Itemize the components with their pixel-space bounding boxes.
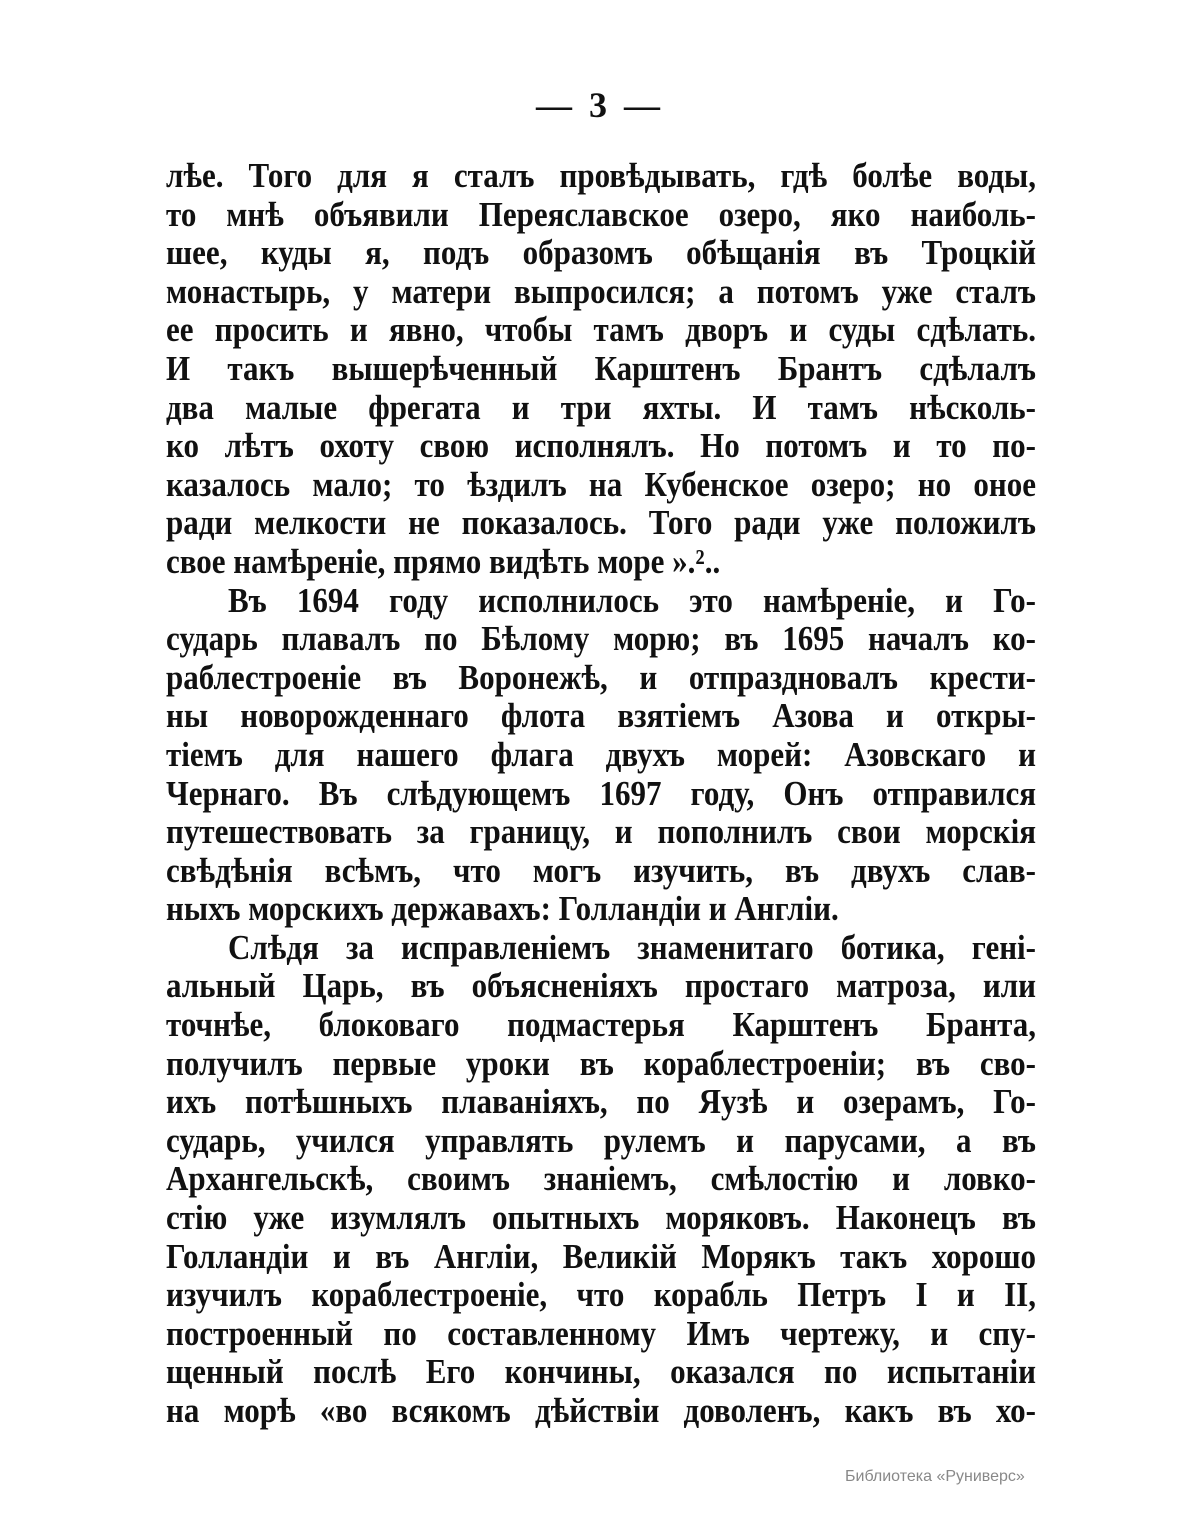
text-line: ко лѣтъ охоту свою исполнялъ. Но потомъ и то по-: [166, 425, 1036, 466]
text-line: изучилъ кораблестроеніе, что корабль Петръ I и II,: [166, 1275, 1036, 1315]
text-line: на морѣ «во всякомъ дѣйствіи доволенъ, какъ въ хо-: [166, 1390, 1036, 1431]
text-line: построенный по составленному Имъ чертежу, и спу-: [166, 1313, 1036, 1353]
library-watermark: Библиотека «Руниверс»: [845, 1468, 1025, 1485]
text-line: шее, куды я, подъ образомъ обѣщанія въ Троцкій: [166, 232, 1036, 273]
text-line: сударь, учился управлять рулемъ и парусами, а въ: [166, 1120, 1036, 1160]
text-line: стію уже изумлялъ опытныхъ моряковъ. Наконецъ въ: [166, 1197, 1036, 1238]
text-line: получилъ первые уроки въ кораблестроеніи; въ сво-: [166, 1043, 1036, 1083]
text-line: Слѣдя за исправленіемъ знаменитаго ботика, гені-: [228, 927, 1036, 967]
text-line: ее просить и явно, чтобы тамъ дворъ и суды сдѣлать.: [166, 310, 1036, 350]
text-line: Голландіи и въ Англіи, Великій Морякъ такъ хорошо: [166, 1236, 1036, 1276]
paragraph: [166, 929, 1036, 1431]
text-line: лѣе. Того для я сталъ провѣдывать, гдѣ болѣе воды,: [166, 155, 1036, 196]
text-line: Архангельскѣ, своимъ знаніемъ, смѣлостію и ловко-: [166, 1159, 1036, 1199]
text-line: монастырь, у матери выпросился; а потомъ уже сталъ: [166, 271, 1036, 311]
text-line: альный Царь, въ объясненіяхъ простаго матроза, или: [166, 966, 1036, 1006]
text-line: ны новорожденнаго флота взятіемъ Азова и откры-: [166, 696, 1036, 736]
page-number: — 3 —: [536, 85, 664, 125]
text-line: сударь плавалъ по Бѣлому морю; въ 1695 началъ ко-: [166, 618, 1036, 659]
text-line: И такъ вышерѣченный Карштенъ Брантъ сдѣлалъ: [166, 348, 1036, 388]
text-line: ныхъ морскихъ державахъ: Голландіи и Англіи.: [166, 889, 839, 929]
text-line: казалось мало; то ѣздилъ на Кубенское озеро; но оное: [166, 464, 1036, 504]
text-line: ихъ потѣшныхъ плаваніяхъ, по Яузѣ и озерамъ, Го-: [166, 1082, 1036, 1122]
text-line: тіемъ для нашего флага двухъ морей: Азовскаго и: [166, 734, 1036, 774]
text-line: то мнѣ объявили Переяславское озеро, яко наиболь-: [166, 194, 1036, 234]
text-line: свѣдѣнія всѣмъ, что могъ изучить, въ двухъ слав-: [166, 850, 1036, 890]
text-line: Въ 1694 году исполнилось это намѣреніе, и Го-: [228, 580, 1036, 620]
paragraph: [166, 582, 1036, 929]
body-text: [166, 157, 1036, 1431]
text-line: свое намѣреніе, прямо видѣть море ».²..: [166, 541, 721, 581]
text-line: два малые фрегата и три яхты. И тамъ нѣсколь-: [166, 387, 1036, 427]
text-line: раблестроеніе въ Воронежѣ, и отпраздновалъ крести-: [166, 657, 1036, 697]
text-line: путешествовать за границу, и пополнилъ свои морскія: [166, 811, 1036, 852]
paragraph: [166, 157, 1036, 582]
text-line: щенный послѣ Его кончины, оказался по испытаніи: [166, 1352, 1036, 1392]
text-line: Чернаго. Въ слѣдующемъ 1697 году, Онъ отправился: [166, 773, 1036, 813]
text-line: ради мелкости не показалось. Того ради уже положилъ: [166, 503, 1036, 543]
text-line: точнѣе, блоковаго подмастерья Карштенъ Бранта,: [166, 1004, 1036, 1045]
